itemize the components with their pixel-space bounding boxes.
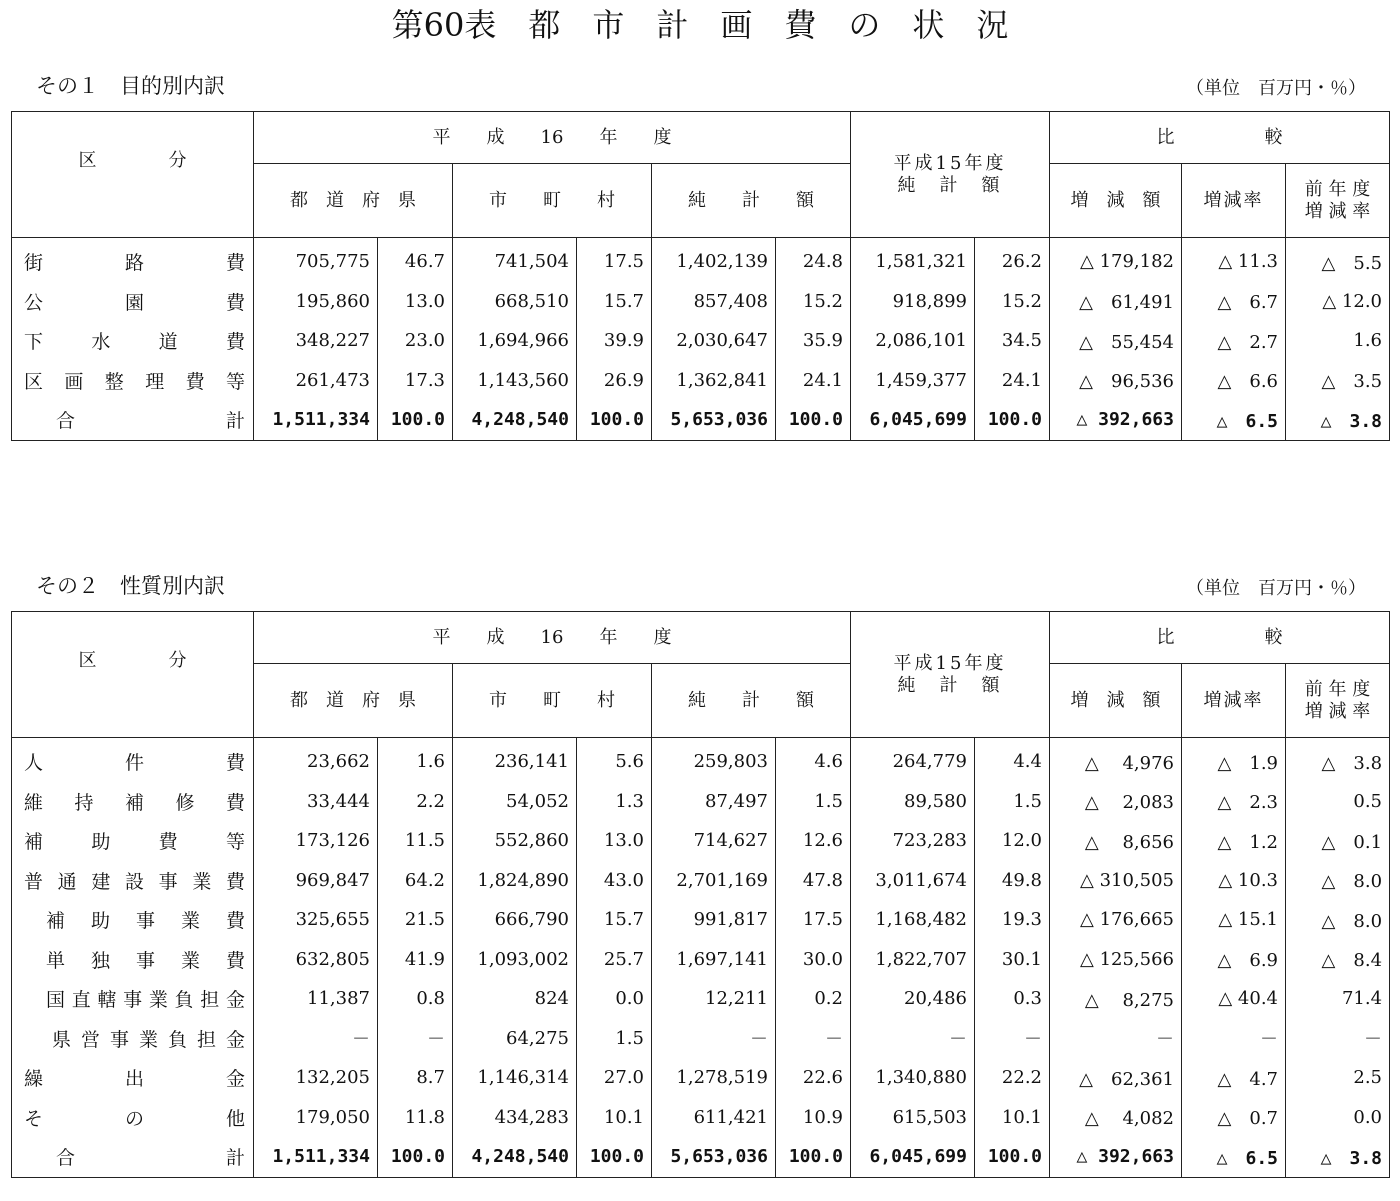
cell-pref: 11,387 xyxy=(254,979,378,1019)
cell-pref-pct: － xyxy=(378,1019,453,1059)
table-row-total xyxy=(12,400,1390,440)
cell-h15: － xyxy=(851,1019,975,1059)
header-category: 区 分 xyxy=(12,612,254,738)
cell-muni-pct: 10.1 xyxy=(577,1098,652,1138)
cell-prev: △ 5.5 xyxy=(1286,238,1390,282)
row-label: 合計 xyxy=(12,1137,254,1177)
cell-diff: △ 61,491 xyxy=(1050,282,1182,322)
row-label: 区画整理費等 xyxy=(12,361,254,401)
cell-pref: 173,126 xyxy=(254,821,378,861)
page-title: 第60表 都 市 計 画 費 の 状 況 xyxy=(391,6,1009,44)
cell-rate: △ 4.7 xyxy=(1182,1058,1286,1098)
cell-prev: 1.6 xyxy=(1286,321,1390,361)
cell-h15-pct: － xyxy=(975,1019,1050,1059)
cell-prev: △ 3.5 xyxy=(1286,361,1390,401)
cell-muni: 741,504 xyxy=(453,238,577,282)
cell-h15: 1,459,377 xyxy=(851,361,975,401)
section1-label: その１ 目的別内訳 xyxy=(36,74,225,98)
row-label: 街路費 xyxy=(12,238,254,282)
cell-pref: 348,227 xyxy=(254,321,378,361)
cell-muni: 1,143,560 xyxy=(453,361,577,401)
cell-pref-pct: 23.0 xyxy=(378,321,453,361)
cell-net-pct: 17.5 xyxy=(776,900,851,940)
row-label: 補助事業費 xyxy=(12,900,254,940)
cell-muni: 54,052 xyxy=(453,782,577,822)
cell-h15: 6,045,699 xyxy=(851,1137,975,1177)
cell-h15-pct: 22.2 xyxy=(975,1058,1050,1098)
cell-pref-pct: 11.8 xyxy=(378,1098,453,1138)
cell-prev: △ 12.0 xyxy=(1286,282,1390,322)
cell-rate: △ 15.1 xyxy=(1182,900,1286,940)
table-row xyxy=(12,1058,1390,1098)
cell-net-pct: 47.8 xyxy=(776,861,851,901)
cell-h15-pct: 34.5 xyxy=(975,321,1050,361)
cell-diff: △ 310,505 xyxy=(1050,861,1182,901)
header-year-h16: 平 成 16 年 度 xyxy=(254,112,851,164)
cell-pref-pct: 11.5 xyxy=(378,821,453,861)
cell-muni-pct: 1.3 xyxy=(577,782,652,822)
cell-rate: △ 1.9 xyxy=(1182,738,1286,782)
cell-h15-pct: 24.1 xyxy=(975,361,1050,401)
cell-net-pct: 4.6 xyxy=(776,738,851,782)
cell-prev: △ 3.8 xyxy=(1286,738,1390,782)
cell-net-pct: 24.1 xyxy=(776,361,851,401)
cell-rate: △ 2.7 xyxy=(1182,321,1286,361)
row-label: その他 xyxy=(12,1098,254,1138)
table-row xyxy=(12,782,1390,822)
row-label: 補助費等 xyxy=(12,821,254,861)
cell-pref: 23,662 xyxy=(254,738,378,782)
header-year-h16: 平 成 16 年 度 xyxy=(254,612,851,664)
cell-prev: 0.0 xyxy=(1286,1098,1390,1138)
section2-label: その２ 性質別内訳 xyxy=(36,574,225,598)
row-label: 人件費 xyxy=(12,738,254,782)
row-label: 合計 xyxy=(12,400,254,440)
cell-net: 1,697,141 xyxy=(652,940,776,980)
cell-pref: 261,473 xyxy=(254,361,378,401)
cell-muni-pct: 1.5 xyxy=(577,1019,652,1059)
cell-h15: 918,899 xyxy=(851,282,975,322)
cell-pref-pct: 100.0 xyxy=(378,400,453,440)
header-municipality: 市 町 村 xyxy=(453,664,652,738)
cell-muni-pct: 0.0 xyxy=(577,979,652,1019)
cell-pref: 1,511,334 xyxy=(254,400,378,440)
cell-rate: △ 2.3 xyxy=(1182,782,1286,822)
section1-unit-label: （単位 百万円・％） xyxy=(1186,78,1366,99)
cell-diff: △ 55,454 xyxy=(1050,321,1182,361)
cell-h15-pct: 4.4 xyxy=(975,738,1050,782)
cell-diff: △ 392,663 xyxy=(1050,400,1182,440)
cell-pref: 1,511,334 xyxy=(254,1137,378,1177)
table-row xyxy=(12,821,1390,861)
header-municipality: 市 町 村 xyxy=(453,164,652,238)
cell-muni: 666,790 xyxy=(453,900,577,940)
cell-net-pct: － xyxy=(776,1019,851,1059)
cell-muni-pct: 17.5 xyxy=(577,238,652,282)
cell-h15-pct: 100.0 xyxy=(975,1137,1050,1177)
cell-h15: 1,168,482 xyxy=(851,900,975,940)
header-change-rate: 増減率 xyxy=(1182,164,1286,238)
table-row xyxy=(12,738,1390,782)
cell-pref-pct: 8.7 xyxy=(378,1058,453,1098)
row-label: 普通建設事業費 xyxy=(12,861,254,901)
cell-pref-pct: 100.0 xyxy=(378,1137,453,1177)
cell-h15: 615,503 xyxy=(851,1098,975,1138)
cell-h15: 3,011,674 xyxy=(851,861,975,901)
table-row xyxy=(12,238,1390,282)
cell-muni-pct: 25.7 xyxy=(577,940,652,980)
cell-rate: △ 10.3 xyxy=(1182,861,1286,901)
cell-prev: 0.5 xyxy=(1286,782,1390,822)
cell-h15: 20,486 xyxy=(851,979,975,1019)
cell-h15-pct: 12.0 xyxy=(975,821,1050,861)
cell-diff: △ 8,656 xyxy=(1050,821,1182,861)
cell-diff: △ 176,665 xyxy=(1050,900,1182,940)
cell-prev: － xyxy=(1286,1019,1390,1059)
purpose-breakdown-table xyxy=(11,111,1390,441)
header-net-total: 純 計 額 xyxy=(652,164,851,238)
cell-net-pct: 10.9 xyxy=(776,1098,851,1138)
cell-h15-pct: 19.3 xyxy=(975,900,1050,940)
cell-net-pct: 0.2 xyxy=(776,979,851,1019)
row-label: 公園費 xyxy=(12,282,254,322)
cell-h15-pct: 26.2 xyxy=(975,238,1050,282)
cell-rate: △ 6.5 xyxy=(1182,1137,1286,1177)
header-change-amount: 増 減 額 xyxy=(1050,664,1182,738)
cell-net-pct: 100.0 xyxy=(776,400,851,440)
header-category: 区 分 xyxy=(12,112,254,238)
cell-pref: 969,847 xyxy=(254,861,378,901)
cell-h15: 1,822,707 xyxy=(851,940,975,980)
cell-net: 1,278,519 xyxy=(652,1058,776,1098)
table-row xyxy=(12,282,1390,322)
row-label: 維持補修費 xyxy=(12,782,254,822)
cell-prev: △ 3.8 xyxy=(1286,400,1390,440)
cell-muni: 1,093,002 xyxy=(453,940,577,980)
cell-rate: △ 6.6 xyxy=(1182,361,1286,401)
cell-rate: △ 11.3 xyxy=(1182,238,1286,282)
cell-rate: △ 40.4 xyxy=(1182,979,1286,1019)
cell-h15: 89,580 xyxy=(851,782,975,822)
cell-muni: 1,146,314 xyxy=(453,1058,577,1098)
cell-pref-pct: 2.2 xyxy=(378,782,453,822)
cell-net: 87,497 xyxy=(652,782,776,822)
cell-net: 991,817 xyxy=(652,900,776,940)
cell-prev: △ 8.0 xyxy=(1286,861,1390,901)
cell-diff: △ 125,566 xyxy=(1050,940,1182,980)
cell-prev: 71.4 xyxy=(1286,979,1390,1019)
cell-h15: 264,779 xyxy=(851,738,975,782)
cell-net-pct: 12.6 xyxy=(776,821,851,861)
cell-pref-pct: 1.6 xyxy=(378,738,453,782)
cell-muni: 552,860 xyxy=(453,821,577,861)
cell-pref-pct: 13.0 xyxy=(378,282,453,322)
nature-breakdown-table xyxy=(11,611,1390,1178)
cell-net: 12,211 xyxy=(652,979,776,1019)
cell-net-pct: 30.0 xyxy=(776,940,851,980)
cell-muni: 1,824,890 xyxy=(453,861,577,901)
cell-muni-pct: 39.9 xyxy=(577,321,652,361)
cell-diff: △ 96,536 xyxy=(1050,361,1182,401)
cell-pref: 325,655 xyxy=(254,900,378,940)
cell-muni-pct: 26.9 xyxy=(577,361,652,401)
cell-h15-pct: 1.5 xyxy=(975,782,1050,822)
cell-pref-pct: 64.2 xyxy=(378,861,453,901)
cell-net-pct: 1.5 xyxy=(776,782,851,822)
cell-muni-pct: 43.0 xyxy=(577,861,652,901)
table-row xyxy=(12,361,1390,401)
table-row xyxy=(12,1019,1390,1059)
cell-net: 2,701,169 xyxy=(652,861,776,901)
cell-net: 611,421 xyxy=(652,1098,776,1138)
cell-prev: △ 8.4 xyxy=(1286,940,1390,980)
cell-net: 714,627 xyxy=(652,821,776,861)
cell-net-pct: 15.2 xyxy=(776,282,851,322)
header-change-amount: 増 減 額 xyxy=(1050,164,1182,238)
row-label: 下水道費 xyxy=(12,321,254,361)
row-label: 県営事業負担金 xyxy=(12,1019,254,1059)
cell-diff: △ 2,083 xyxy=(1050,782,1182,822)
header-prefecture: 都 道 府 県 xyxy=(254,664,453,738)
row-label: 単独事業費 xyxy=(12,940,254,980)
cell-diff: △ 179,182 xyxy=(1050,238,1182,282)
section2-unit-label: （単位 百万円・％） xyxy=(1186,578,1366,599)
header-change-rate: 増減率 xyxy=(1182,664,1286,738)
cell-diff: △ 392,663 xyxy=(1050,1137,1182,1177)
cell-net: 259,803 xyxy=(652,738,776,782)
table-row xyxy=(12,979,1390,1019)
header-prefecture: 都 道 府 県 xyxy=(254,164,453,238)
cell-rate: △ 0.7 xyxy=(1182,1098,1286,1138)
cell-muni-pct: 5.6 xyxy=(577,738,652,782)
cell-rate: △ 6.9 xyxy=(1182,940,1286,980)
table-row xyxy=(12,940,1390,980)
cell-muni-pct: 100.0 xyxy=(577,1137,652,1177)
cell-net-pct: 35.9 xyxy=(776,321,851,361)
cell-muni: 236,141 xyxy=(453,738,577,782)
header-net-total: 純 計 額 xyxy=(652,664,851,738)
cell-h15: 2,086,101 xyxy=(851,321,975,361)
cell-muni-pct: 15.7 xyxy=(577,282,652,322)
cell-net: 5,653,036 xyxy=(652,400,776,440)
cell-rate: △ 6.7 xyxy=(1182,282,1286,322)
table-row xyxy=(12,861,1390,901)
cell-diff: △ 8,275 xyxy=(1050,979,1182,1019)
table-row xyxy=(12,321,1390,361)
cell-muni: 4,248,540 xyxy=(453,400,577,440)
cell-pref-pct: 46.7 xyxy=(378,238,453,282)
header-year-h15: 平成15年度 純 計 額 xyxy=(851,112,1050,238)
header-year-h15: 平成15年度 純 計 額 xyxy=(851,612,1050,738)
cell-pref-pct: 17.3 xyxy=(378,361,453,401)
cell-net: 5,653,036 xyxy=(652,1137,776,1177)
header-prev-rate: 前 年 度 増 減 率 xyxy=(1286,164,1390,238)
cell-prev: △ 0.1 xyxy=(1286,821,1390,861)
cell-muni: 434,283 xyxy=(453,1098,577,1138)
cell-diff: △ 4,082 xyxy=(1050,1098,1182,1138)
cell-net: 857,408 xyxy=(652,282,776,322)
cell-muni: 1,694,966 xyxy=(453,321,577,361)
cell-pref: 33,444 xyxy=(254,782,378,822)
cell-muni: 668,510 xyxy=(453,282,577,322)
cell-muni-pct: 13.0 xyxy=(577,821,652,861)
cell-h15-pct: 49.8 xyxy=(975,861,1050,901)
cell-net-pct: 22.6 xyxy=(776,1058,851,1098)
cell-rate: △ 6.5 xyxy=(1182,400,1286,440)
cell-muni-pct: 27.0 xyxy=(577,1058,652,1098)
cell-h15: 723,283 xyxy=(851,821,975,861)
cell-h15-pct: 0.3 xyxy=(975,979,1050,1019)
cell-pref: 632,805 xyxy=(254,940,378,980)
cell-h15-pct: 100.0 xyxy=(975,400,1050,440)
cell-net-pct: 100.0 xyxy=(776,1137,851,1177)
cell-net-pct: 24.8 xyxy=(776,238,851,282)
cell-pref-pct: 21.5 xyxy=(378,900,453,940)
cell-net: 1,402,139 xyxy=(652,238,776,282)
cell-pref-pct: 0.8 xyxy=(378,979,453,1019)
header-prev-rate: 前 年 度 増 減 率 xyxy=(1286,664,1390,738)
cell-h15-pct: 15.2 xyxy=(975,282,1050,322)
cell-muni-pct: 15.7 xyxy=(577,900,652,940)
header-comparison: 比 較 xyxy=(1050,612,1390,664)
cell-pref: 179,050 xyxy=(254,1098,378,1138)
cell-diff: － xyxy=(1050,1019,1182,1059)
cell-h15-pct: 10.1 xyxy=(975,1098,1050,1138)
cell-prev: 2.5 xyxy=(1286,1058,1390,1098)
cell-pref: － xyxy=(254,1019,378,1059)
cell-h15: 1,340,880 xyxy=(851,1058,975,1098)
cell-pref: 195,860 xyxy=(254,282,378,322)
cell-rate: － xyxy=(1182,1019,1286,1059)
cell-rate: △ 1.2 xyxy=(1182,821,1286,861)
table-row xyxy=(12,900,1390,940)
cell-h15: 1,581,321 xyxy=(851,238,975,282)
cell-prev: △ 8.0 xyxy=(1286,900,1390,940)
table-row-total xyxy=(12,1137,1390,1177)
cell-muni: 824 xyxy=(453,979,577,1019)
cell-diff: △ 4,976 xyxy=(1050,738,1182,782)
cell-pref: 705,775 xyxy=(254,238,378,282)
cell-pref: 132,205 xyxy=(254,1058,378,1098)
cell-pref-pct: 41.9 xyxy=(378,940,453,980)
header-comparison: 比 較 xyxy=(1050,112,1390,164)
cell-net: 2,030,647 xyxy=(652,321,776,361)
cell-diff: △ 62,361 xyxy=(1050,1058,1182,1098)
cell-net: － xyxy=(652,1019,776,1059)
table-row xyxy=(12,1098,1390,1138)
cell-net: 1,362,841 xyxy=(652,361,776,401)
cell-muni: 64,275 xyxy=(453,1019,577,1059)
cell-h15-pct: 30.1 xyxy=(975,940,1050,980)
cell-prev: △ 3.8 xyxy=(1286,1137,1390,1177)
cell-muni-pct: 100.0 xyxy=(577,400,652,440)
row-label: 国直轄事業負担金 xyxy=(12,979,254,1019)
cell-h15: 6,045,699 xyxy=(851,400,975,440)
cell-muni: 4,248,540 xyxy=(453,1137,577,1177)
row-label: 繰出金 xyxy=(12,1058,254,1098)
